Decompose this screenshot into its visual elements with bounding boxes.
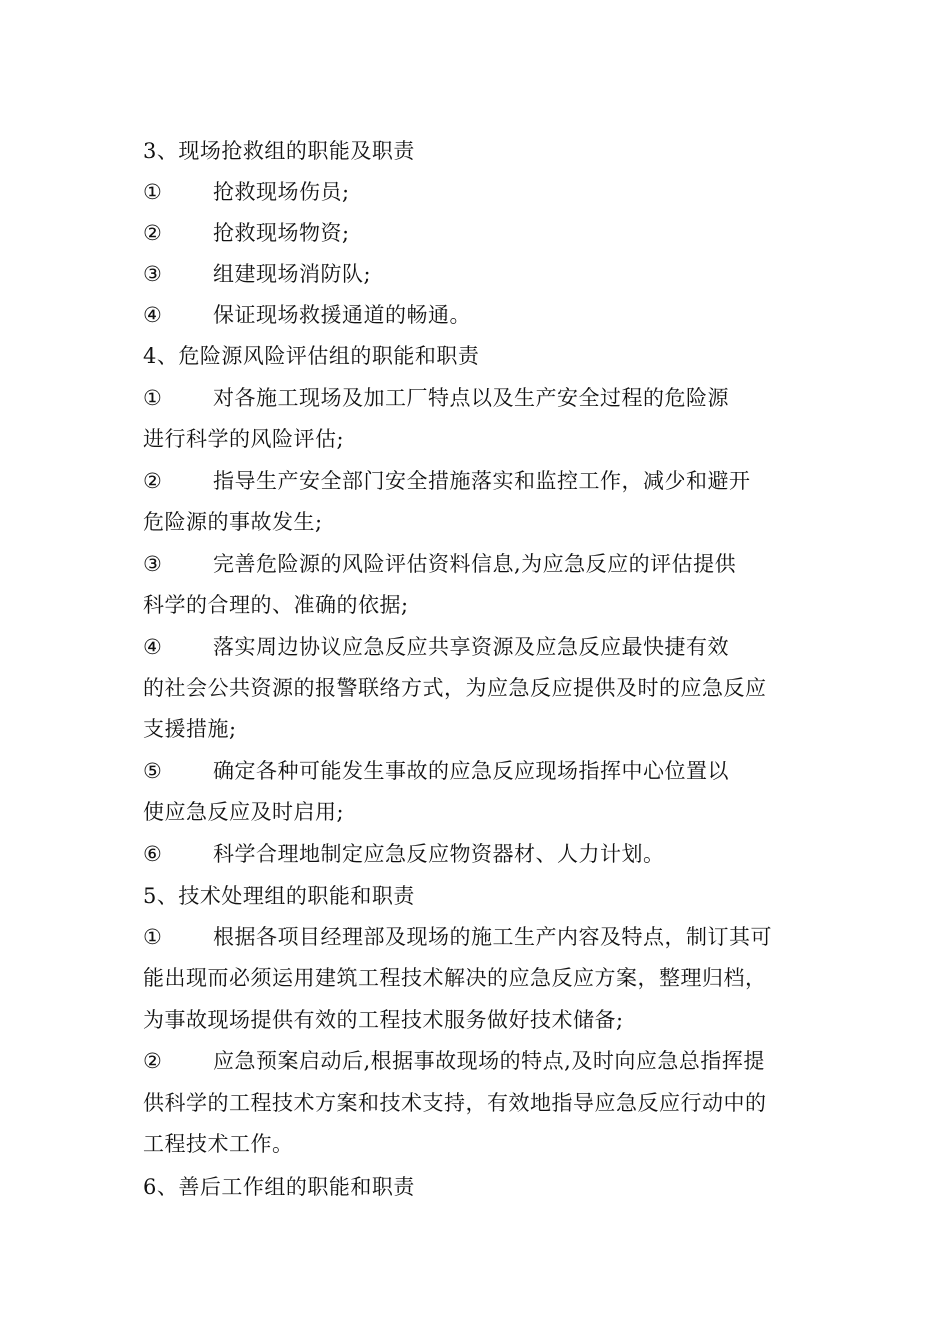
item-marker: ① (143, 386, 163, 410)
item-text: 完善危险源的风险评估资料信息,为应急反应的评估提供 (213, 552, 737, 576)
item-continuation: 为事故现场提供有效的工程技术服务做好技术储备; (143, 1008, 624, 1032)
item-continuation: 的社会公共资源的报警联络方式，为应急反应提供及时的应急反应 (143, 676, 767, 700)
item-continuation: 科学的合理的、准确的依据; (143, 593, 409, 617)
item-marker: ② (143, 469, 163, 493)
item-continuation: 危险源的事故发生; (143, 510, 323, 534)
item-marker: ③ (143, 262, 163, 286)
item-text: 科学合理地制定应急反应物资器材、人力计划。 (213, 842, 665, 866)
item-continuation: 供科学的工程技术方案和技术支持，有效地指导应急反应行动中的 (143, 1091, 767, 1115)
section-heading-4: 4、危险源风险评估组的职能和职责 (143, 344, 480, 368)
list-item (143, 260, 371, 288)
item-marker: ④ (143, 635, 163, 659)
list-item (143, 757, 729, 785)
item-marker: ① (143, 925, 163, 949)
list-item (143, 178, 350, 206)
item-marker: ③ (143, 552, 163, 576)
item-marker: ⑤ (143, 759, 163, 783)
item-text: 应急预案启动后,根据事故现场的特点,及时向应急总指挥提 (213, 1049, 765, 1073)
list-item (143, 633, 729, 661)
item-marker: ② (143, 221, 163, 245)
item-marker: ② (143, 1049, 163, 1073)
item-continuation: 能出现而必须运用建筑工程技术解决的应急反应方案，整理归档， (143, 966, 767, 990)
item-text: 落实周边协议应急反应共享资源及应急反应最快捷有效 (213, 635, 729, 659)
item-marker: ① (143, 180, 163, 204)
item-text: 组建现场消防队; (213, 262, 372, 286)
item-text: 保证现场救援通道的畅通。 (213, 303, 471, 327)
list-item (143, 923, 772, 951)
item-text: 对各施工现场及加工厂特点以及生产安全过程的危险源 (213, 386, 729, 410)
list-item (143, 384, 729, 412)
list-item (143, 840, 665, 868)
list-item (143, 301, 471, 329)
section-heading-3: 3、现场抢救组的职能及职责 (143, 139, 415, 163)
section-heading-5: 5、技术处理组的职能和职责 (143, 884, 415, 908)
list-item (143, 467, 751, 495)
item-marker: ④ (143, 303, 163, 327)
item-continuation: 使应急反应及时启用; (143, 800, 345, 824)
item-marker: ⑥ (143, 842, 163, 866)
list-item (143, 1047, 765, 1075)
item-text: 抢救现场物资; (213, 221, 350, 245)
list-item (143, 219, 350, 247)
item-text: 抢救现场伤员; (213, 180, 350, 204)
item-text: 根据各项目经理部及现场的施工生产内容及特点，制订其可 (213, 925, 772, 949)
section-heading-6: 6、善后工作组的职能和职责 (143, 1175, 415, 1199)
list-item (143, 550, 736, 578)
item-continuation: 进行科学的风险评估; (143, 427, 345, 451)
item-continuation: 支援措施; (143, 717, 237, 741)
item-continuation: 工程技术工作。 (143, 1132, 294, 1156)
item-text: 确定各种可能发生事故的应急反应现场指挥中心位置以 (213, 759, 729, 783)
item-text: 指导生产安全部门安全措施落实和监控工作，减少和避开 (213, 469, 751, 493)
